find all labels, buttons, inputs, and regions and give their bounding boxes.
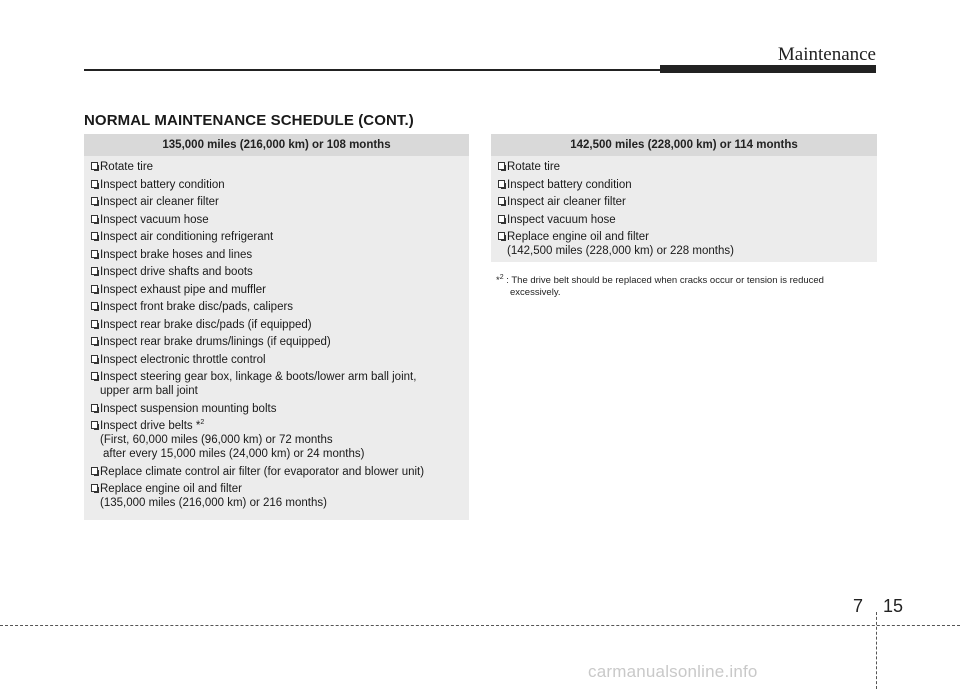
checklist-item-text: Replace climate control air filter (for evaporator and blower unit)	[100, 465, 425, 478]
checklist-item-label	[100, 370, 469, 384]
checklist-item-label	[100, 318, 469, 332]
footnote-text-continued: excessively.	[510, 287, 561, 298]
schedule-panel-142500	[491, 134, 877, 262]
checklist-item-text: Inspect air cleaner filter	[507, 196, 626, 208]
checklist-item-detail: (135,000 miles (216,000 km) or 216 months)	[100, 497, 327, 509]
checklist-item-text: Inspect drive belts *	[100, 420, 201, 432]
checklist-item-detail: (142,500 miles (228,000 km) or 228 months)	[507, 245, 734, 257]
checklist-item	[84, 482, 469, 510]
checklist-item-label	[507, 160, 877, 174]
footnote-marker-sup: 2	[499, 273, 504, 281]
checklist-item-label	[100, 248, 469, 262]
checklist-item-label	[100, 213, 469, 227]
checkbox-icon	[91, 484, 98, 492]
checkbox-icon	[498, 162, 505, 170]
checklist-item	[84, 318, 469, 332]
checklist-item-text: Inspect exhaust pipe and muffler	[100, 283, 267, 296]
checklist-item-text: Inspect vacuum hose	[507, 213, 616, 226]
page-number: 15	[883, 596, 904, 616]
checkbox-icon	[498, 197, 505, 205]
checklist-item-text: Inspect battery condition	[507, 178, 632, 191]
checklist-item-label	[100, 178, 469, 192]
checkbox-icon	[91, 467, 98, 475]
checklist-item	[491, 213, 877, 227]
checklist-item-label	[100, 283, 469, 297]
checklist-item	[84, 283, 469, 297]
checklist-item-label	[100, 419, 469, 433]
footer-dashed-divider	[876, 612, 877, 689]
checklist-item-label	[100, 335, 469, 349]
checklist-item-text: Inspect vacuum hose	[100, 213, 209, 226]
checklist-item	[84, 370, 469, 398]
checklist-item-label	[100, 482, 469, 496]
checkbox-icon	[91, 162, 98, 170]
checklist-item-text: Inspect suspension mounting bolts	[100, 402, 277, 415]
checklist-item	[84, 419, 469, 461]
checkbox-icon	[498, 215, 505, 223]
footer-dashed-rule	[0, 625, 960, 626]
checklist-item-text: Inspect front brake disc/pads, calipers	[100, 301, 294, 313]
checklist-item	[491, 230, 877, 258]
header-bar	[660, 65, 876, 73]
checkbox-icon	[91, 404, 98, 412]
checkbox-icon	[91, 285, 98, 293]
checkbox-icon	[91, 215, 98, 223]
chapter-number: 7	[853, 596, 864, 616]
checklist-item-text: Replace engine oil and filter	[100, 483, 242, 495]
checkbox-icon	[91, 302, 98, 310]
checklist-item-text: Inspect air conditioning refrigerant	[100, 231, 274, 243]
checkbox-icon	[91, 197, 98, 205]
checklist-item-label	[507, 230, 877, 244]
checklist-item	[491, 160, 877, 174]
checklist-item	[491, 178, 877, 192]
checklist-item-text: Inspect rear brake disc/pads (if equipped)	[100, 318, 312, 331]
checklist-item	[491, 195, 877, 209]
checklist-item-text: Inspect electronic throttle control	[100, 353, 266, 366]
checklist-item-label	[100, 402, 469, 416]
checklist-item	[84, 265, 469, 279]
checkbox-icon	[91, 337, 98, 345]
footnote-reference: 2	[200, 419, 205, 427]
checklist-item-text: Inspect brake hoses and lines	[100, 248, 253, 261]
checklist-item-label	[100, 265, 469, 279]
checklist-item-text: Inspect steering gear box, linkage & boots/lower arm ball joint,	[100, 371, 417, 383]
checkbox-icon	[498, 180, 505, 188]
checklist-item	[84, 160, 469, 174]
footnote-marker: *	[496, 275, 500, 286]
checklist-item-detail: after every 15,000 miles (24,000 km) or 24 months)	[103, 448, 365, 460]
checklist-item-text: Replace engine oil and filter	[507, 231, 649, 243]
checkbox-icon	[91, 372, 98, 380]
header-title: Maintenance	[777, 44, 876, 65]
checklist-item-label	[100, 353, 469, 367]
checklist-item	[84, 195, 469, 209]
checklist-item-label	[507, 178, 877, 192]
checklist-item-text: Inspect drive shafts and boots	[100, 266, 253, 278]
checklist-item	[84, 300, 469, 314]
checkbox-icon	[91, 355, 98, 363]
checklist-item	[84, 213, 469, 227]
section-title: NORMAL MAINTENANCE SCHEDULE (CONT.)	[84, 112, 414, 129]
checklist	[84, 156, 469, 510]
checklist-item	[84, 178, 469, 192]
checklist-item	[84, 230, 469, 244]
checklist-item-text: Inspect battery condition	[100, 178, 225, 191]
checklist-item-label	[507, 195, 877, 209]
checklist-item-text: Rotate tire	[507, 161, 561, 173]
checklist-item-detail: upper arm ball joint	[100, 385, 198, 397]
checklist	[491, 156, 877, 258]
checkbox-icon	[91, 232, 98, 240]
panel-heading: 135,000 miles (216,000 km) or 108 months	[84, 134, 469, 156]
header-rule	[84, 69, 660, 71]
checkbox-icon	[91, 250, 98, 258]
checklist-item-label	[100, 230, 469, 244]
checklist-item-label	[100, 465, 469, 479]
checklist-item-text: Inspect rear brake drums/linings (if equipped)	[100, 336, 331, 348]
checklist-item-detail: (First, 60,000 miles (96,000 km) or 72 months	[100, 434, 333, 446]
watermark: carmanualsonline.info	[588, 662, 758, 681]
checklist-item-label	[507, 213, 877, 227]
checklist-item	[84, 248, 469, 262]
panel-heading: 142,500 miles (228,000 km) or 114 months	[491, 134, 877, 156]
checklist-item	[84, 402, 469, 416]
checklist-item	[84, 335, 469, 349]
schedule-panel-135000	[84, 134, 469, 520]
checkbox-icon	[91, 267, 98, 275]
checkbox-icon	[91, 421, 98, 429]
checklist-item-text: Rotate tire	[100, 161, 154, 173]
footnote-text: : The drive belt should be replaced when cracks occur or tension is reduced	[503, 275, 824, 286]
checklist-item-text: Inspect air cleaner filter	[100, 196, 219, 208]
checklist-item-label	[100, 300, 469, 314]
checkbox-icon	[91, 180, 98, 188]
checklist-item-label	[100, 160, 469, 174]
footnote	[496, 275, 876, 299]
checklist-item	[84, 353, 469, 367]
checklist-item-label	[100, 195, 469, 209]
checklist-item	[84, 465, 469, 479]
checkbox-icon	[91, 320, 98, 328]
checkbox-icon	[498, 232, 505, 240]
